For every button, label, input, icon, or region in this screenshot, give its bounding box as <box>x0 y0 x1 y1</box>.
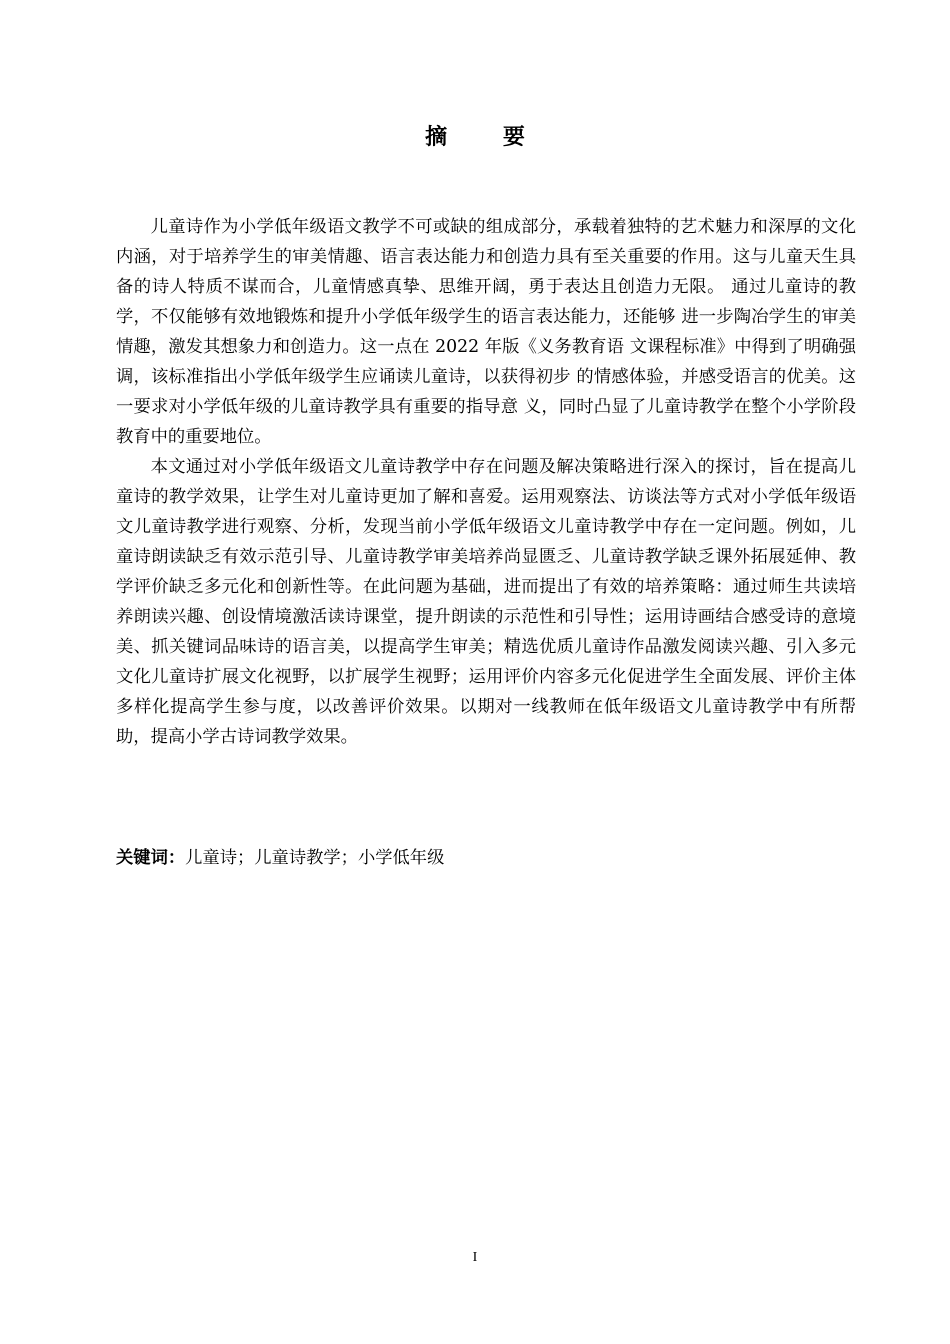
abstract-paragraph-1: 儿童诗作为小学低年级语文教学不可或缺的组成部分，承载着独特的艺术魅力和深厚的文化内涵，对于培养学生的审美情趣、语言表达能力和创造力具有至关重要的作用。这与儿童天生具备的诗人特质不谋而合，儿童情感真挚、思维开阔，勇于表达且创造力无限。 通过儿童诗的教学，不仅能够有效地锻炼和提升小学低年级学生的语言表达能力，还能够 进一步陶冶学生的审美情趣，激发其想象力和创造力。这一点在 2022 年版《义务教育语 文课程标准》中得到了明确强调，该标准指出小学低年级学生应诵读儿童诗，以获得初步 的情感体验，并感受语言的优美。这一要求对小学低年级的儿童诗教学具有重要的指导意 义，同时凸显了儿童诗教学在整个小学阶段教育中的重要地位。 <box>116 217 856 447</box>
abstract-title: 摘 要 <box>425 125 549 150</box>
keywords-label: 关键词： <box>116 848 186 868</box>
abstract-body <box>116 212 856 752</box>
keywords-value: 儿童诗；儿童诗教学；小学低年级 <box>185 848 445 868</box>
page-number: I <box>472 1250 478 1265</box>
abstract-paragraph-2: 本文通过对小学低年级语文儿童诗教学中存在问题及解决策略进行深入的探讨，旨在提高儿童诗的教学效果，让学生对儿童诗更加了解和喜爱。运用观察法、访谈法等方式对小学低年级语文儿童诗教学进行观察、分析，发现当前小学低年级语文儿童诗教学中存在一定问题。例如，儿童诗朗读缺乏有效示范引导、儿童诗教学审美培养尚显匮乏、儿童诗教学缺乏课外拓展延伸、教学评价缺乏多元化和创新性等。在此问题为基础，进而提出了有效的培养策略：通过师生共读培养朗读兴趣、创设情境激活读诗课堂，提升朗读的示范性和引导性；运用诗画结合感受诗的意境美、抓关键词品味诗的语言美，以提高学生审美；精选优质儿童诗作品激发阅读兴趣、引入多元文化儿童诗扩展文化视野，以扩展学生视野；运用评价内容多元化促进学生全面发展、评价主体多样化提高学生参与度，以改善评价效果。以期对一线教师在低年级语文儿童诗教学中有所帮助，提高小学古诗词教学效果。 <box>116 457 856 747</box>
keywords-line <box>116 843 856 873</box>
